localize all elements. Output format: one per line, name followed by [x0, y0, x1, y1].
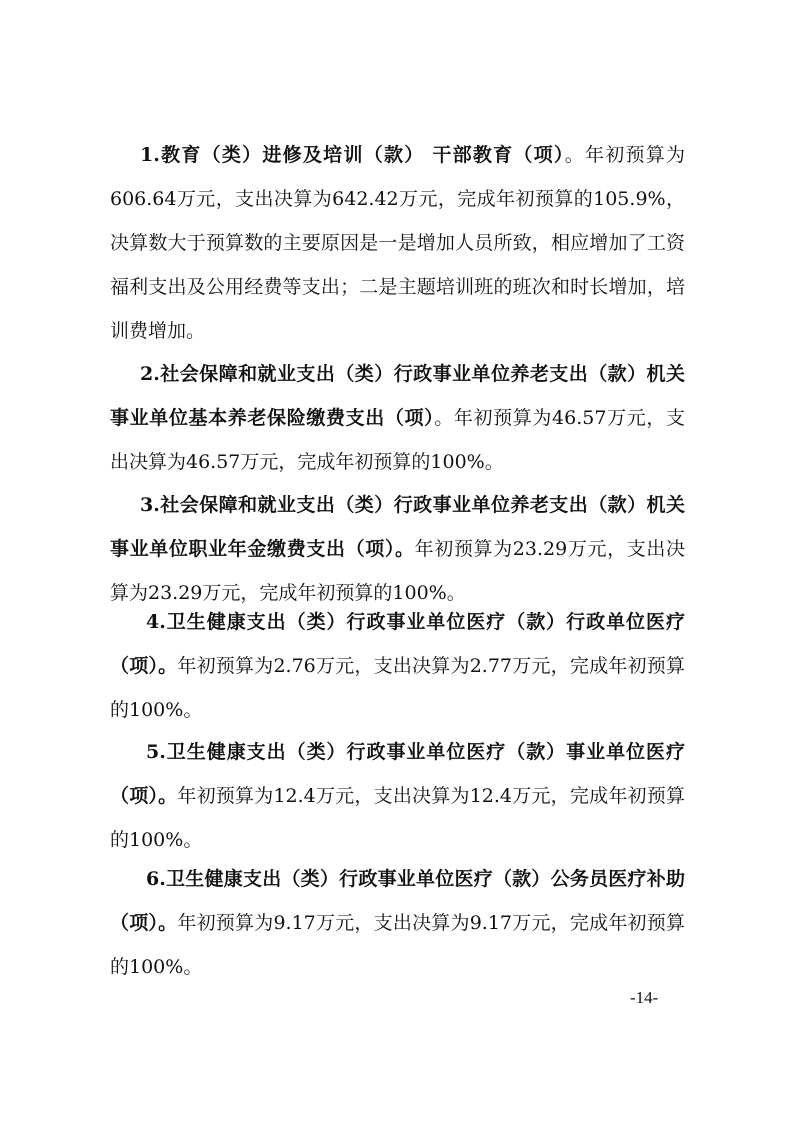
paragraph-administrative-unit-medical	[110, 600, 685, 732]
paragraph-body: 年初预算为9.17万元，支出决算为9.17万元，完成年初预算的100%。	[110, 912, 685, 978]
paragraph-heading: 2.社会保障和就业支出（类）行政事业单位养老支出（款）机关事业单位基本养老保险缴费支出（项）	[110, 363, 685, 429]
paragraph-body: 年初预算为12.4万元，支出决算为12.4万元，完成年初预算的100%。	[110, 785, 685, 851]
paragraph-body: 年初预算为23.29万元，支出决算为23.29万元，完成年初预算的100%。	[110, 538, 685, 604]
paragraph-heading: 5.卫生健康支出（类）行政事业单位医疗（款）事业单位医疗（项）。	[110, 741, 685, 807]
paragraph-heading: 6.卫生健康支出（类）行政事业单位医疗（款）公务员医疗补助（项）。	[110, 868, 685, 934]
paragraph-heading: 3.社会保障和就业支出（类）行政事业单位养老支出（款）机关事业单位职业年金缴费支出（项）。	[110, 494, 685, 560]
paragraph-civil-servant-medical-subsidy	[110, 857, 685, 989]
paragraph-body: 。年初预算为606.64万元，支出决算为642.42万元，完成年初预算的105.9%，决算数大于预算数的主要原因是一是增加人员所致，相应增加了工资福利支出及公用经费等支出；二是主题培训班的班次和时长增加，培训费增加。	[110, 144, 685, 342]
paragraph-public-institution-medical	[110, 730, 685, 862]
paragraph-body: 。年初预算为46.57万元，支出决算为46.57万元，完成年初预算的100%。	[110, 407, 685, 473]
paragraph-heading: 1.教育（类）进修及培训（款） 干部教育（项）	[140, 144, 565, 166]
paragraph-education-training	[110, 133, 685, 353]
paragraph-basic-pension-insurance	[110, 352, 685, 484]
paragraph-body: 年初预算为2.76万元，支出决算为2.77万元，完成年初预算的100%。	[110, 655, 685, 721]
page-number: -14-	[630, 988, 659, 1007]
paragraph-heading: 4.卫生健康支出（类）行政事业单位医疗（款）行政单位医疗（项）。	[110, 611, 685, 677]
paragraph-occupational-annuity	[110, 483, 685, 615]
